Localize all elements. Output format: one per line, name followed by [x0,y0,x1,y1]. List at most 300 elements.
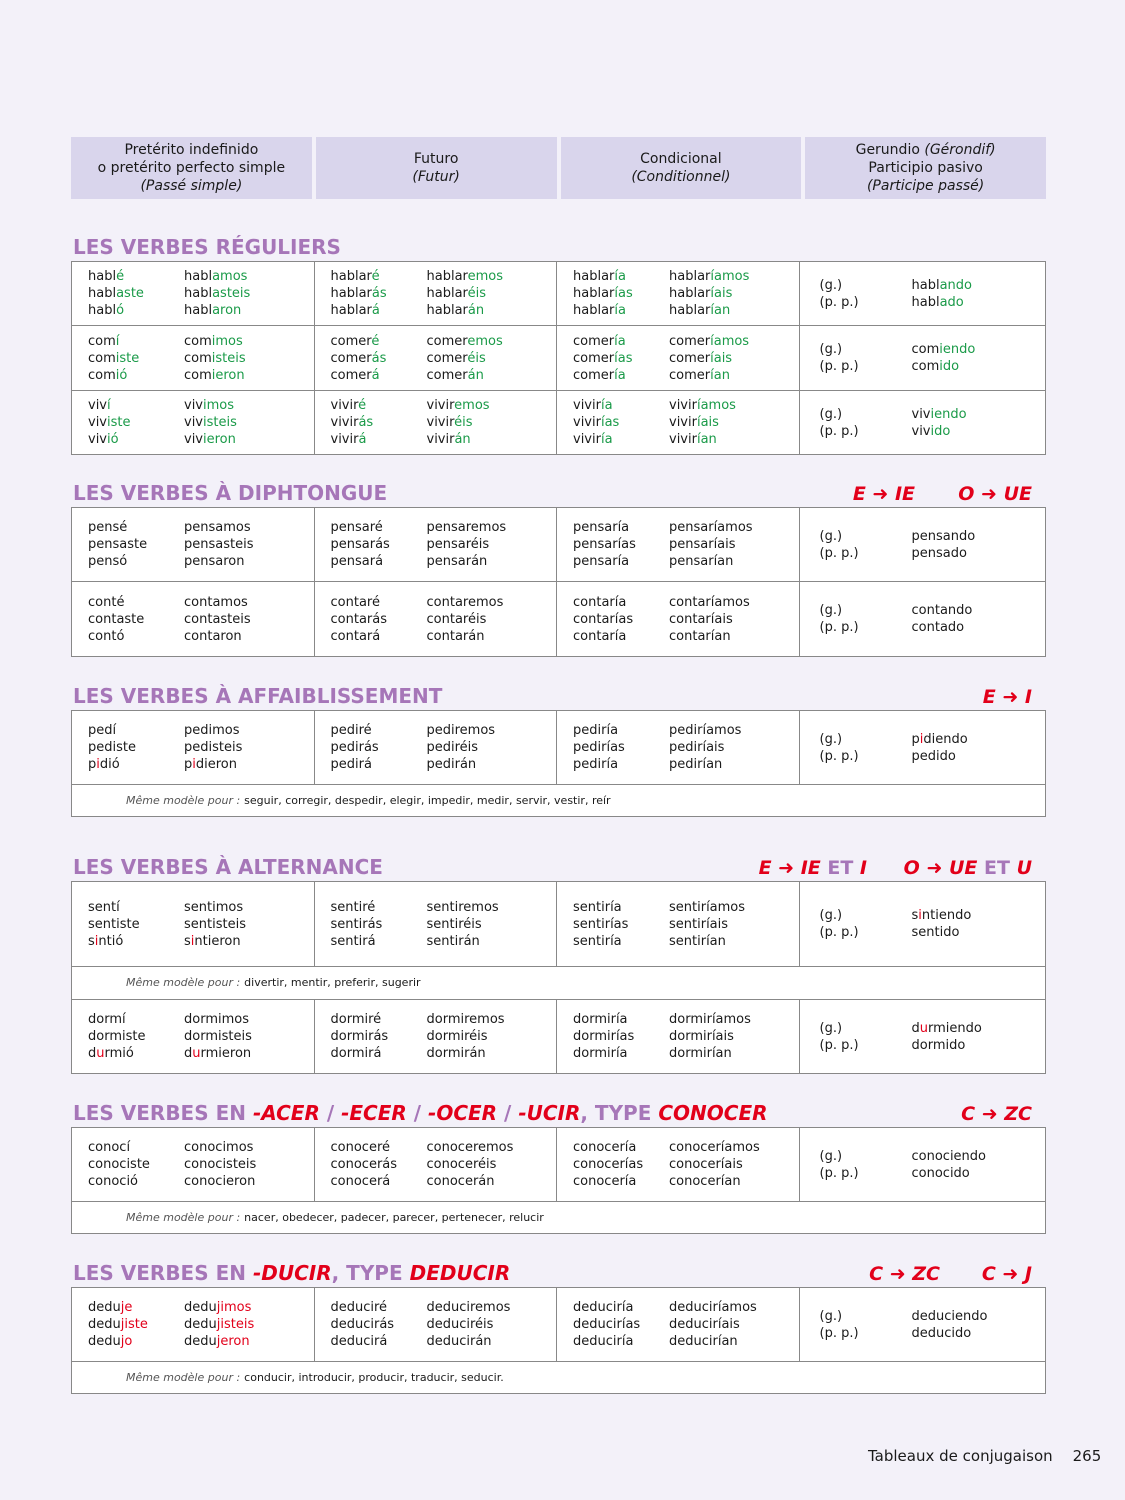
verb-form: sentí [88,899,120,915]
plural-forms [669,268,749,319]
same-model-verbs: divertir, mentir, preferir, sugerir [244,976,421,989]
verb-form: vivisteis [184,415,237,430]
singular-forms [331,268,427,319]
tense-cell [799,582,1046,656]
same-model-note [72,785,611,816]
verb-form: durmió [88,1046,134,1061]
section-header [71,851,1046,881]
model-row [72,1201,1045,1233]
form-label: (p. p.) [819,620,859,635]
tense-header-3 [805,137,1046,199]
form-labels [820,731,912,765]
plural-forms [184,1139,256,1190]
tense-cell [314,1128,557,1201]
tense-cell [799,711,1046,784]
same-model-verbs: conducir, introducir, producir, traducir, seducir. [244,1370,504,1384]
verb-form: conociendo [911,1148,986,1164]
verb-form: hablarías [573,286,633,301]
verb-form: deduciría [573,1300,634,1315]
tense-cell [556,326,799,390]
verb-form: pensé [88,520,128,535]
verb-form: durmieron [184,1046,252,1061]
verb-form: hablando [911,277,972,293]
form-label: (g.) [819,1308,843,1324]
tense-cell [72,391,314,454]
verb-form: pensarían [669,554,734,569]
conjugation-row [72,581,1045,656]
verb-form: dormirá [330,1046,382,1061]
verb-form: pensasteis [184,537,254,552]
verb-form: pensaremos [426,520,507,535]
verb-form: hablamos [184,269,248,284]
verb-form: vivieron [184,432,236,447]
verb-form: viviríais [669,415,719,430]
verb-form: conocerá [330,1174,391,1189]
verb-form: pediréis [426,740,479,755]
conjugation-row [72,262,1045,325]
section-3 [71,851,1046,1074]
verb-form: sentirás [330,916,383,932]
tense-cell [72,1288,314,1361]
verb-form: contado [911,620,965,635]
form-labels [820,1020,912,1054]
plural-forms [669,1139,760,1190]
verb-form: sentiste [88,916,140,932]
verb-form: vivirán [426,432,471,447]
tense-header-1 [316,137,557,199]
tense-cell [72,508,314,581]
verb-form: contaréis [426,611,487,627]
verb-form: contó [88,628,125,644]
verb-form: pidió [88,757,120,772]
gerund-forms [912,1308,988,1342]
section-title: LES VERBES À DIPHTONGUE [73,481,388,505]
singular-forms [331,899,427,950]
verb-form: conocerás [330,1157,398,1172]
verb-form: hablaréis [426,286,486,301]
form-labels [820,528,912,562]
singular-forms [573,722,669,773]
form-labels [820,907,912,941]
verb-form: conocimos [184,1140,254,1155]
verb-form: dormiríamos [669,1012,751,1027]
singular-forms [88,1011,184,1062]
plural-forms [427,1011,505,1062]
verb-form: pediría [573,757,619,772]
tense-header-2 [561,137,802,199]
verb-form: sentirán [426,933,480,949]
gerund-forms [912,341,976,375]
verb-form: comerían [669,367,730,383]
same-model-label: Même modèle pour : [126,1370,241,1384]
conjugation-row [72,882,1045,966]
verb-form: hablasteis [184,286,251,301]
section-title: LES VERBES EN -ACER / -ECER / -OCER / -UCIR, TYPE CONOCER [73,1101,768,1125]
verb-form: dedujo [88,1334,133,1349]
verb-form: contarías [573,611,634,627]
verb-form: comí [88,333,120,349]
verb-form: conoceríais [669,1157,743,1172]
tense-header-line: Condicional [640,151,722,167]
section-title: LES VERBES EN -DUCIR, TYPE DEDUCIR [73,1261,511,1285]
verb-form: conocerán [426,1174,495,1189]
tense-cell [72,582,314,656]
form-label: (g.) [819,908,843,923]
plural-forms [184,594,251,645]
verb-form: sentirías [573,916,629,932]
form-labels [820,406,912,440]
verb-form: comeréis [426,350,486,366]
verb-form: dedujiste [88,1317,148,1332]
verb-form: pensaría [573,520,630,535]
verb-form: dedujeron [184,1334,250,1349]
gerund-forms [912,406,967,440]
verb-form: pedido [911,748,956,764]
verb-form: comeremos [426,333,503,349]
change-rule: E ➜ IE ET I [758,857,867,879]
section-header [71,477,1046,507]
change-rule: E ➜ IE [852,483,915,505]
verb-form: hablaría [573,303,626,318]
verb-form: pensaríais [669,537,736,552]
form-label: (p. p.) [819,925,859,940]
tense-cell [556,508,799,581]
verb-form: dormirías [573,1029,635,1044]
verb-form: conoceríamos [669,1140,760,1155]
verb-form: hablaremos [426,269,503,284]
verb-form: conocerían [669,1174,741,1189]
verb-form: conocería [573,1140,637,1155]
tense-cell [799,1128,1046,1201]
verb-form: pidiendo [911,731,968,747]
verb-form: comerías [573,350,633,366]
verb-form: conocería [573,1174,637,1189]
verb-form: habló [88,303,125,318]
verb-form: pensarías [573,537,636,552]
verb-form: pediríais [669,740,725,755]
verb-form: comiste [88,350,140,366]
tense-cell [314,882,557,966]
verb-form: deduje [88,1300,133,1315]
verb-form: comeríais [669,350,733,366]
form-labels [820,602,912,636]
singular-forms [331,594,427,645]
singular-forms [331,1299,427,1350]
page-number: 265 [1072,1447,1102,1465]
tense-cell [556,262,799,325]
verb-form: pensaría [573,554,630,569]
conjugation-row [72,999,1045,1073]
verb-form: conociste [88,1157,150,1172]
verb-form: deduciremos [426,1300,511,1315]
verb-form: comieron [184,367,245,383]
verb-form: hablaríamos [669,269,750,284]
tense-header-line: Participio pasivo [868,160,983,176]
change-rule: O ➜ UE [958,483,1032,505]
verb-form: conocido [911,1165,970,1181]
verb-form: viviréis [426,415,473,430]
page-footer [868,1447,1101,1465]
form-labels [820,1148,912,1182]
tense-cell [314,508,557,581]
form-label: (g.) [819,342,843,357]
tense-cell [799,326,1046,390]
conjugation-table [71,881,1046,1074]
singular-forms [331,722,427,773]
verb-form: pensaron [184,554,245,569]
form-label: (g.) [819,528,843,544]
plural-forms [184,899,246,950]
plural-forms [427,1139,514,1190]
section-header [71,1097,1046,1127]
tense-cell [556,1000,799,1073]
verb-form: deducirías [573,1317,641,1332]
singular-forms [88,333,184,384]
plural-forms [427,519,507,570]
gerund-forms [912,1020,982,1054]
verb-form: conoceré [330,1140,390,1155]
verb-form: sentido [911,925,960,940]
tense-cell [72,882,314,966]
plural-forms [427,333,503,384]
singular-forms [573,899,669,950]
plural-forms [669,594,750,645]
form-label: (p. p.) [819,294,859,310]
verb-form: vivimos [184,398,235,413]
verb-form: pensó [88,554,128,569]
verb-form: deducirá [330,1334,388,1349]
verb-form: dormiríais [669,1029,734,1044]
verb-form: pediríamos [669,723,742,738]
verb-form: sentiría [573,933,622,949]
conjugation-table [71,507,1046,657]
tense-cell [799,1288,1046,1361]
tense-cell [314,711,557,784]
plural-forms [669,519,753,570]
verb-form: conocerías [573,1157,644,1172]
same-model-label: Même modèle pour : [126,1210,241,1224]
form-label: (g.) [819,1020,843,1036]
verb-form: hablaríais [669,286,733,301]
plural-forms [669,1011,751,1062]
verb-form: vivido [911,423,951,439]
verb-form: pensarán [426,554,488,569]
verb-form: pensaré [330,520,383,535]
plural-forms [184,268,250,319]
plural-forms [184,1011,252,1062]
same-model-verbs: seguir, corregir, despedir, elegir, impedir, medir, servir, vestir, reír [244,793,611,807]
verb-form: deducirían [669,1334,738,1349]
plural-forms [669,397,736,448]
verb-form: hablaste [88,286,144,301]
model-row [72,784,1045,816]
verb-form: pediré [330,723,372,738]
verb-form: sentirá [330,933,376,949]
verb-form: deduciréis [426,1317,494,1332]
tense-header-translation: (Futur) [412,169,460,185]
same-model-note [72,1202,544,1233]
verb-form: sentiría [573,899,622,915]
verb-form: deduciendo [911,1308,988,1324]
verb-form: hablaron [184,303,242,318]
form-labels [820,1308,912,1342]
verb-form: sentimos [184,899,244,915]
verb-form: dormirán [426,1046,486,1061]
form-label: (g.) [819,731,843,747]
verb-form: hablarían [669,303,731,318]
section-header [71,680,1046,710]
verb-form: contamos [184,594,248,610]
verb-form: pedí [88,723,117,738]
plural-forms [669,899,745,950]
form-label: (p. p.) [819,359,859,374]
section-title: LES VERBES À AFFAIBLISSEMENT [73,684,443,708]
verb-form: pensará [330,554,384,569]
singular-forms [573,594,669,645]
tense-header-line: o pretérito perfecto simple [97,160,286,176]
verb-form: contará [330,628,381,644]
form-labels [820,277,912,311]
verb-form: comerá [330,367,380,383]
verb-form: pedirás [330,740,379,755]
conjugation-table [71,710,1046,817]
tense-cell [799,882,1046,966]
tense-cell [314,326,557,390]
verb-form: pedirían [669,757,723,772]
verb-form: contarás [330,611,387,627]
same-model-verbs: nacer, obedecer, padecer, parecer, pertenecer, relucir [244,1210,544,1224]
form-label: (g.) [819,603,843,618]
form-label: (p. p.) [819,748,859,764]
verb-form: pediste [88,740,136,755]
section-4 [71,1097,1046,1234]
verb-form: sentiríamos [669,899,746,915]
tense-cell [556,582,799,656]
singular-forms [331,397,427,448]
tense-cell [556,882,799,966]
singular-forms [573,1139,669,1190]
tense-header-line: Pretérito indefinido [124,142,259,158]
same-model-label: Même modèle pour : [126,793,241,807]
conjugation-row [72,1128,1045,1201]
verb-form: hablaré [330,269,380,284]
plural-forms [184,722,242,773]
verb-form: vivirías [573,415,620,430]
gerund-forms [912,1148,987,1182]
verb-form: sintió [88,933,124,949]
verb-form: sentiremos [426,899,499,915]
tense-cell [556,391,799,454]
verb-form: comimos [184,333,243,349]
gerund-forms [912,277,973,311]
tense-header-line: Gerundio (Gérondif) [855,142,996,158]
verb-form: pediría [573,723,619,738]
gerund-forms [912,602,973,636]
section-title: LES VERBES RÉGULIERS [73,235,341,259]
singular-forms [88,594,184,645]
verb-form: contaré [330,594,380,610]
verb-form: contaron [184,628,242,644]
form-label: (g.) [819,406,843,422]
tense-cell [72,262,314,325]
verb-form: pedisteis [184,740,243,755]
section-2 [71,680,1046,817]
singular-forms [88,397,184,448]
singular-forms [573,1011,669,1062]
gerund-forms [912,907,972,941]
verb-form: deduciría [573,1334,634,1349]
verb-form: conoceremos [426,1140,514,1155]
tense-header-translation: (Passé simple) [140,178,243,194]
verb-form: pediremos [426,723,496,738]
verb-form: comerás [330,350,387,366]
verb-form: dormirían [669,1046,732,1061]
verb-form: dormido [911,1037,966,1053]
form-label: (g.) [819,1148,843,1164]
verb-form: hablaría [573,269,626,284]
plural-forms [427,1299,511,1350]
conjugation-row [72,1288,1045,1361]
verb-form: viviríamos [669,398,736,413]
same-model-note [72,1362,504,1393]
singular-forms [331,1011,427,1062]
plural-forms [427,594,504,645]
verb-form: pedirá [330,757,372,772]
singular-forms [573,397,669,448]
singular-forms [88,1139,184,1190]
verb-form: hablarán [426,303,485,318]
conjugation-row [72,711,1045,784]
verb-form: vivirían [669,432,717,447]
verb-form: contasteis [184,611,251,627]
singular-forms [331,519,427,570]
plural-forms [184,1299,254,1350]
verb-form: contaríais [669,611,733,627]
verb-form: vivirá [330,432,367,447]
verb-form: pensaríamos [669,520,753,535]
conjugation-table [71,1127,1046,1234]
verb-form: comería [573,333,626,349]
tense-header-translation: (Participe passé) [866,178,985,194]
verb-form: dormiré [330,1012,382,1027]
plural-forms [427,899,499,950]
plural-forms [427,397,490,448]
verb-form: contaría [573,594,627,610]
verb-form: dormimos [184,1012,249,1027]
verb-form: viviremos [426,398,490,413]
verb-form: deducirán [426,1334,492,1349]
verb-form: conté [88,594,125,610]
verb-form: sentisteis [184,916,246,932]
change-rule: C ➜ ZC [961,1103,1032,1125]
singular-forms [88,899,184,950]
verb-form: sentiríais [669,916,729,932]
form-label: (p. p.) [819,1037,859,1053]
singular-forms [88,519,184,570]
verb-form: pensado [911,545,967,561]
verb-form: comió [88,367,128,383]
verb-form: pedirán [426,757,477,772]
verb-form: dormiría [573,1046,628,1061]
verb-form: pensaréis [426,537,490,552]
singular-forms [88,722,184,773]
verb-form: vivió [88,432,119,447]
tense-header-translation: (Conditionnel) [631,169,731,185]
singular-forms [88,1299,184,1350]
tense-cell [72,326,314,390]
tense-cell [314,582,557,656]
verb-form: deducirás [330,1317,395,1332]
